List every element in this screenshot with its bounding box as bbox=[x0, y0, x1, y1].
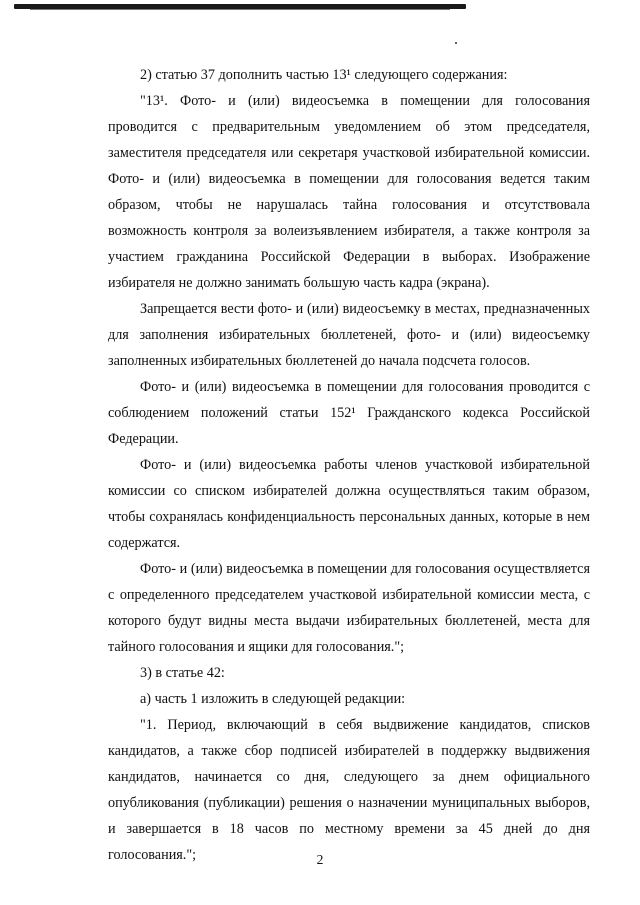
document-body bbox=[108, 62, 590, 868]
paragraph-article-37-amendment: 2) статью 37 дополнить частью 13¹ следующего содержания: bbox=[140, 67, 508, 83]
scan-speck bbox=[455, 42, 457, 44]
paragraph-filming-location: Фото- и (или) видеосъемка в помещении для голосования осуществляется с определенного председателем участковой избирательной комиссии места, с которого будут видны места выдачи избирательных бюллетеней, места для тайного голосования и ящики для голосования."; bbox=[108, 561, 590, 655]
paragraph-article-42: 3) в статье 42: bbox=[140, 665, 225, 681]
paragraph-part-1-redaction: а) часть 1 изложить в следующей редакции: bbox=[140, 691, 406, 707]
page-number: 2 bbox=[316, 852, 324, 867]
paragraph-voter-list-filming: Фото- и (или) видеосъемка работы членов участковой избирательной комиссии со списком избирателей должна осуществляться таким образом, чтобы сохранялась конфиденциальность персональных данных, которые в нем содержатся. bbox=[108, 457, 590, 551]
scan-edge-artifact-thin bbox=[30, 9, 450, 10]
paragraph-ban-on-filming: Запрещается вести фото- и (или) видеосъемку в местах, предназначенных для заполнения избирательных бюллетеней, фото- и (или) видеосъемку заполненных избирательных бюллетеней до начала подсчета голосов. bbox=[108, 301, 590, 369]
paragraph-nomination-period: "1. Период, включающий в себя выдвижение кандидатов, списков кандидатов, а также сбор подписей избирателей в поддержку выдвижения кандидатов, начинается со дня, следующего за днем официального опубликования (публикации) решения о назначении муниципальных выборов, и завершается в 18 часов по местному времени за 45 дней до дня голосования."; bbox=[108, 717, 590, 863]
paragraph-part-13-1: "13¹. Фото- и (или) видеосъемка в помещении для голосования проводится с предварительным уведомлением об этом председателя, заместителя председателя или секретаря участковой избирательной комиссии. Фото- и (или) видеосъемка в помещении для голосования ведется таким образом, чтобы не нарушалась тайна голосования и отсутствовала возможность контроля за волеизъявлением избирателя, а также контроля за участием гражданина Российской Федерации в выборах. Изображение избирателя не должно занимать большую часть кадра (экрана). bbox=[108, 93, 590, 291]
paragraph-civil-code-compliance: Фото- и (или) видеосъемка в помещении для голосования проводится с соблюдением положений статьи 152¹ Гражданского кодекса Российской Федерации. bbox=[108, 379, 590, 447]
